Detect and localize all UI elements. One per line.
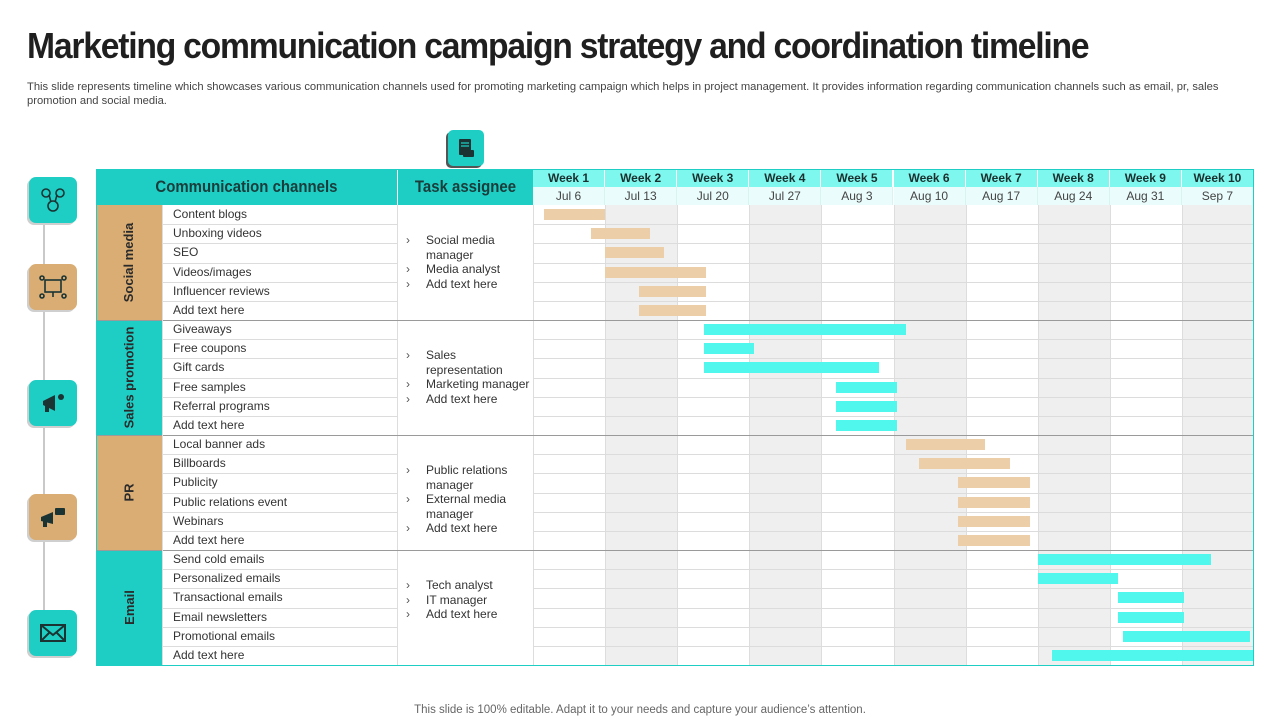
- assignee-column-header: [397, 169, 533, 205]
- megaphone-icon: [29, 380, 77, 426]
- channel-item: Content blogs: [173, 207, 248, 221]
- category-label: Email: [121, 590, 137, 625]
- week-header: Week 4: [749, 169, 821, 187]
- gantt-bar: [906, 439, 985, 450]
- channels-header-label: Communication channels: [155, 177, 338, 196]
- week-date: Jul 6: [533, 187, 605, 205]
- row-line: [533, 263, 1254, 264]
- gantt-bar: [1038, 573, 1119, 584]
- row-line: [162, 493, 397, 494]
- row-line: [162, 512, 397, 513]
- row-line: [533, 512, 1254, 513]
- assignee-item: › IT manager: [404, 593, 532, 608]
- category-label: Sales promotion: [121, 326, 137, 429]
- page-title: Marketing communication campaign strategy and coordination timeline: [27, 25, 1089, 66]
- channel-item: Add text here: [173, 417, 245, 432]
- row-line: [533, 416, 1254, 417]
- week-header: Week 5: [821, 169, 893, 187]
- week-header: Week 6: [894, 169, 966, 187]
- row-line: [162, 301, 397, 302]
- channel-item: Gift cards: [173, 360, 225, 375]
- loudspeaker-icon: [29, 494, 77, 540]
- category-label: PR: [121, 483, 137, 502]
- row-line: [533, 493, 1254, 494]
- channel-item: SEO: [173, 245, 199, 260]
- assignee-item: › Tech analyst: [404, 578, 532, 593]
- assignee-list: [404, 348, 532, 406]
- assignee-item: › Add text here: [404, 392, 532, 407]
- channel-item: Add text here: [173, 532, 245, 547]
- channels-column-header: [96, 169, 397, 205]
- assignee-list: [404, 233, 532, 291]
- assignee-list: [404, 463, 532, 536]
- channel-item: Transactional emails: [173, 590, 283, 605]
- assignee-item: › Add text here: [404, 277, 532, 292]
- row-line: [162, 243, 397, 244]
- week-date: Aug 24: [1038, 187, 1110, 205]
- gantt-bar: [704, 324, 906, 335]
- gantt-bar: [836, 382, 897, 393]
- footer-note: This slide is 100% editable. Adapt it to your needs and capture your audience’s attention.: [414, 704, 866, 716]
- week-header: Week 8: [1038, 169, 1110, 187]
- week-header: Week 2: [605, 169, 677, 187]
- row-line: [162, 358, 397, 359]
- channel-item: Publicity: [173, 475, 218, 490]
- gantt-bar: [591, 228, 650, 239]
- gantt-bar: [639, 286, 706, 297]
- channel-item: Referral programs: [173, 398, 270, 413]
- gantt-bar: [958, 477, 1030, 488]
- row-line: [533, 358, 1254, 359]
- week-header: Week 3: [677, 169, 749, 187]
- week-date: Aug 17: [966, 187, 1038, 205]
- row-line: [162, 416, 397, 417]
- week-header: Week 7: [966, 169, 1038, 187]
- assignee-header-label: Task assignee: [414, 177, 517, 196]
- gantt-bar: [704, 343, 754, 354]
- category-sales-promotion: [96, 320, 162, 435]
- week-date: Jul 27: [749, 187, 821, 205]
- gantt-bar: [1118, 592, 1184, 603]
- channel-item: Influencer reviews: [173, 283, 270, 298]
- week-header: Week 9: [1110, 169, 1182, 187]
- channel-item: Free coupons: [173, 341, 247, 356]
- gantt-bar: [605, 267, 706, 278]
- week-header: Week 1: [533, 169, 605, 187]
- assignee-item: › Add text here: [404, 521, 532, 536]
- presentation-icon: [29, 264, 77, 310]
- row-line: [162, 378, 397, 379]
- channel-item: Email newsletters: [173, 609, 268, 624]
- row-line: [533, 531, 1254, 532]
- gantt-bar: [639, 305, 706, 316]
- gantt-bar: [605, 247, 664, 258]
- category-email: [96, 550, 162, 665]
- channel-item: Public relations event: [173, 494, 288, 509]
- gantt-bar: [704, 362, 879, 373]
- channel-item: Promotional emails: [173, 628, 276, 643]
- gantt-bar: [544, 209, 605, 220]
- row-line: [533, 378, 1254, 379]
- category-pr: [96, 435, 162, 550]
- row-line: [162, 454, 397, 455]
- assignee-item: › Public relations manager: [404, 463, 532, 492]
- gantt-bar: [1123, 631, 1251, 642]
- row-line: [533, 627, 1254, 628]
- row-line: [162, 627, 397, 628]
- row-line: [162, 588, 397, 589]
- page-description: This slide represents timeline which showcases various communication channels used for promoting marketing campaign which helps in project management. It provides information regarding communication channels such as email, pr, sales promotion and social media.: [27, 81, 1219, 107]
- channel-item: Local banner ads: [173, 437, 266, 452]
- gantt-bar: [958, 535, 1030, 546]
- envelope-icon: [29, 610, 77, 656]
- channel-item: Free samples: [173, 379, 246, 394]
- gantt-bar: [919, 458, 1011, 469]
- row-line: [533, 454, 1254, 455]
- assignee-item: › Social media manager: [404, 233, 532, 262]
- row-line: [533, 397, 1254, 398]
- channel-item: Webinars: [173, 513, 224, 528]
- week-date: Jul 20: [677, 187, 749, 205]
- assignee-item: › Add text here: [404, 607, 532, 622]
- gantt-bar: [958, 516, 1030, 527]
- category-social-media: [96, 205, 162, 320]
- row-line: [162, 339, 397, 340]
- row-line: [533, 569, 1254, 570]
- gantt-bar: [836, 420, 897, 431]
- channel-item: Send cold emails: [173, 552, 265, 567]
- row-line: [533, 646, 1254, 647]
- assignee-list: [404, 578, 532, 622]
- channel-item: Unboxing videos: [173, 226, 262, 241]
- gantt-bar: [1118, 612, 1184, 623]
- row-line: [533, 608, 1254, 609]
- row-line: [162, 224, 397, 225]
- gantt-bar: [1052, 650, 1254, 661]
- social-network-icon: [29, 177, 77, 223]
- row-line: [533, 224, 1254, 225]
- row-line: [162, 608, 397, 609]
- channel-item: Billboards: [173, 456, 226, 471]
- row-line: [533, 282, 1254, 283]
- row-line: [533, 243, 1254, 244]
- channel-item: Add text here: [173, 302, 245, 317]
- row-line: [533, 301, 1254, 302]
- assignee-item: › Marketing manager: [404, 377, 532, 392]
- row-line: [533, 339, 1254, 340]
- channel-item: Videos/images: [173, 264, 252, 279]
- assignee-item: › External media manager: [404, 492, 532, 521]
- gantt-bar: [958, 497, 1030, 508]
- row-line: [162, 397, 397, 398]
- channel-item: Add text here: [173, 647, 245, 662]
- row-line: [162, 531, 397, 532]
- items-divider: [162, 205, 163, 665]
- week-date: Aug 3: [821, 187, 893, 205]
- assignee-item: › Sales representation: [404, 348, 532, 377]
- assignee-item: › Media analyst: [404, 262, 532, 277]
- week-date: Jul 13: [605, 187, 677, 205]
- channel-item: Giveaways: [173, 322, 232, 337]
- category-label: Social media: [121, 222, 137, 303]
- row-line: [533, 473, 1254, 474]
- week-date: Aug 10: [894, 187, 966, 205]
- gantt-bar: [836, 401, 897, 412]
- week-date: Sep 7: [1182, 187, 1254, 205]
- week-date: Aug 31: [1110, 187, 1182, 205]
- week-header: Week 10: [1182, 169, 1254, 187]
- row-line: [162, 473, 397, 474]
- document-list-icon: [448, 130, 484, 166]
- row-line: [162, 569, 397, 570]
- channel-item: Personalized emails: [173, 571, 281, 586]
- row-line: [162, 282, 397, 283]
- row-line: [533, 588, 1254, 589]
- gantt-bar: [1038, 554, 1211, 565]
- row-line: [162, 263, 397, 264]
- row-line: [162, 646, 397, 647]
